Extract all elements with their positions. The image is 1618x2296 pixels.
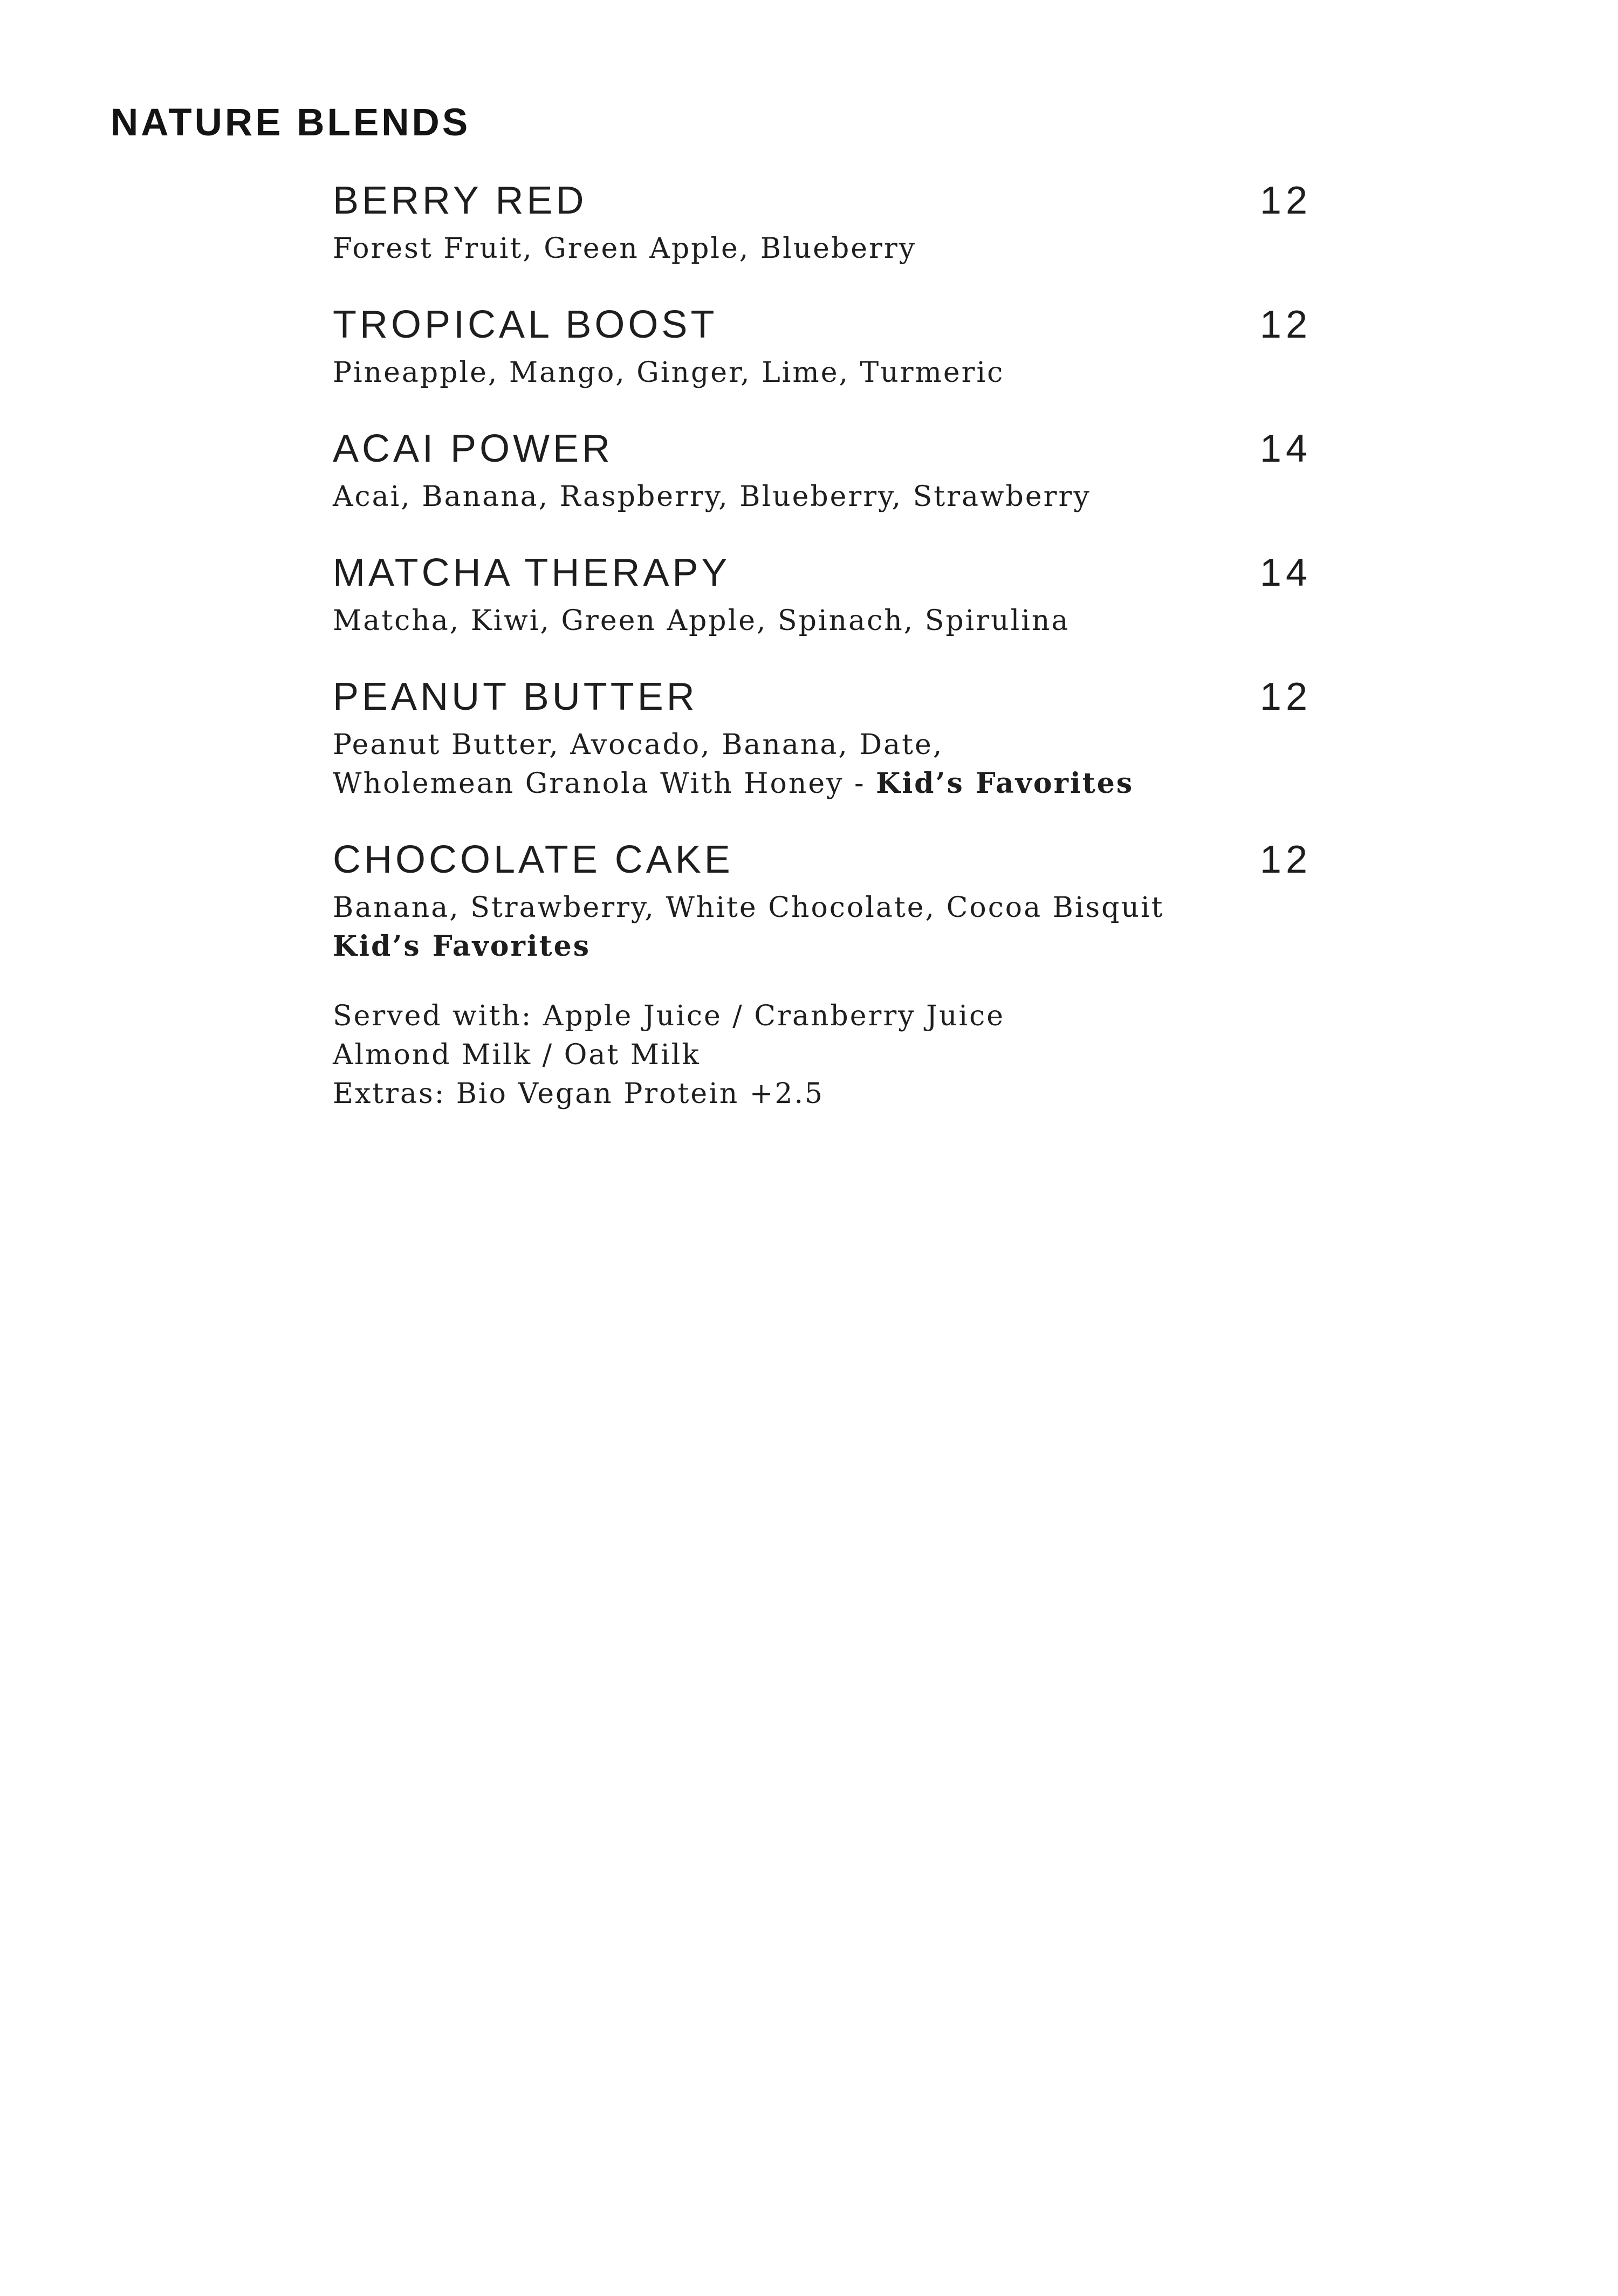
served-with-note: Served with: Apple Juice / Cranberry Juice [333,1000,1005,1032]
menu-item-name: MATCHA THERAPY [333,551,731,594]
milk-options-note: Almond Milk / Oat Milk [333,1039,701,1071]
menu-item-peanut-butter [333,669,1312,803]
menu-item-description-text: Wholemean Granola With Honey - [333,767,876,800]
menu-item-name: ACAI POWER [333,427,614,470]
serving-notes [333,997,1005,1113]
menu-item-description: Peanut Butter, Avocado, Banana, Date, [333,729,944,761]
menu-item-header [333,832,1312,888]
menu-item-name: BERRY RED [333,179,587,222]
menu-item-price: 12 [1259,838,1312,881]
menu-item-price: 12 [1259,179,1312,222]
menu-item-berry-red [333,173,1312,268]
menu-item-header [333,421,1312,477]
menu-item-header [333,297,1312,353]
kids-favorite-tag: Kid’s Favorites [333,930,591,963]
menu-item-price: 14 [1259,427,1312,470]
menu-item-matcha-therapy [333,545,1312,640]
menu-item-description: Acai, Banana, Raspberry, Blueberry, Strawberry [333,481,1091,513]
menu-item-description-tagline [333,764,1312,803]
menu-list [333,173,1312,995]
section-title: NATURE BLENDS [111,101,471,144]
menu-item-tropical-boost [333,297,1312,392]
menu-item-description: Matcha, Kiwi, Green Apple, Spinach, Spirulina [333,605,1070,637]
menu-item-price: 12 [1259,675,1312,718]
menu-item-header [333,173,1312,229]
menu-item-acai-power [333,421,1312,516]
menu-item-chocolate-cake [333,832,1312,966]
menu-item-description: Banana, Strawberry, White Chocolate, Cocoa Bisquit [333,892,1164,924]
menu-item-name: CHOCOLATE CAKE [333,838,733,881]
menu-item-price: 12 [1259,303,1312,346]
kids-favorite-tag: Kid’s Favorites [876,767,1134,800]
menu-item-description: Forest Fruit, Green Apple, Blueberry [333,232,917,265]
menu-item-description: Pineapple, Mango, Ginger, Lime, Turmeric [333,357,1005,389]
menu-item-price: 14 [1259,551,1312,594]
menu-item-name: PEANUT BUTTER [333,675,698,718]
menu-item-header [333,545,1312,601]
menu-item-name: TROPICAL BOOST [333,303,718,346]
extras-note: Extras: Bio Vegan Protein +2.5 [333,1078,825,1110]
menu-item-header [333,669,1312,725]
